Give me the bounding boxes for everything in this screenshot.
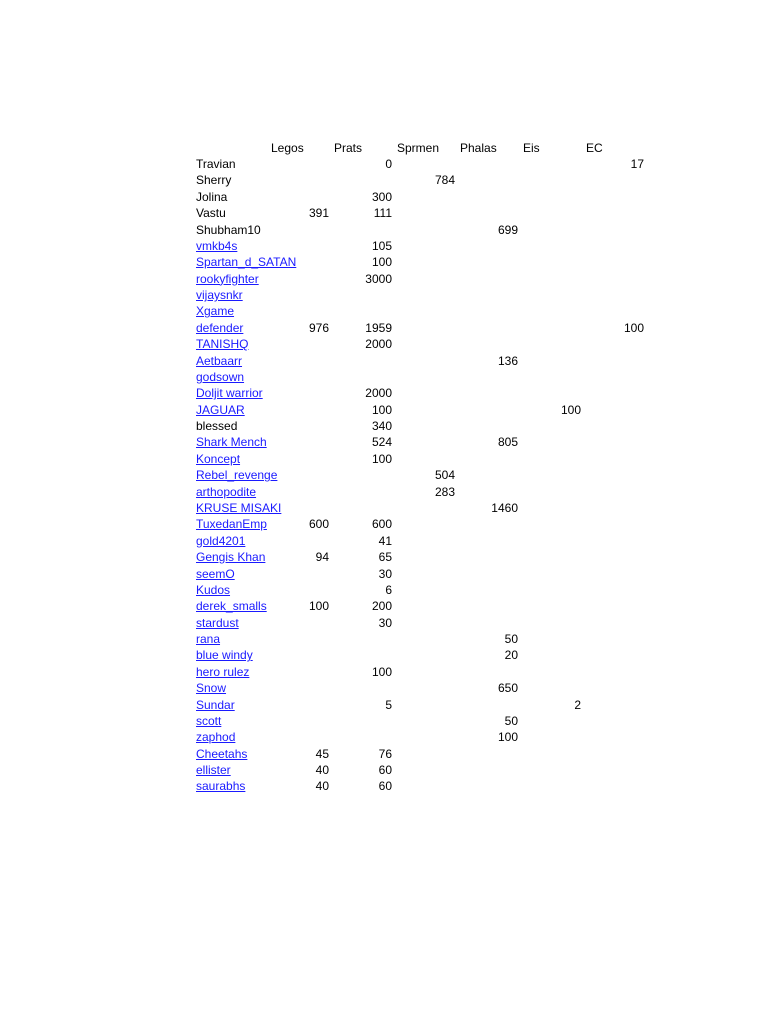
cell-prats: 100 [371, 664, 392, 679]
cell-prats: 41 [378, 533, 392, 548]
cell-eis: 2 [574, 697, 581, 712]
column-header-phalas: Phalas [460, 141, 497, 155]
cell-prats: 100 [371, 402, 392, 417]
table-row [0, 418, 768, 434]
table-row [0, 238, 768, 254]
table-row [0, 172, 768, 188]
cell-legos: 600 [308, 517, 329, 532]
player-name-link[interactable]: Koncept [196, 451, 241, 466]
table-row [0, 516, 768, 532]
player-name-link[interactable]: TANISHQ [196, 337, 249, 352]
player-name-link[interactable]: Shark Mench [196, 435, 267, 450]
table-row [0, 254, 768, 270]
table-row [0, 598, 768, 614]
cell-legos: 94 [315, 550, 329, 565]
player-name-link[interactable]: godsown [196, 369, 245, 384]
player-name-link[interactable]: Aetbaarr [196, 353, 243, 368]
cell-prats: 111 [373, 206, 392, 221]
cell-prats: 100 [371, 255, 392, 270]
cell-legos: 40 [315, 763, 329, 778]
table-row [0, 303, 768, 319]
cell-prats: 1959 [365, 320, 392, 335]
cell-prats: 5 [385, 697, 392, 712]
cell-prats: 2000 [365, 386, 392, 401]
player-name-link[interactable]: JAGUAR [196, 402, 245, 417]
cell-prats: 2000 [365, 337, 392, 352]
player-name-link[interactable]: Snow [196, 681, 227, 696]
player-name-link[interactable]: Kudos [196, 582, 231, 597]
cell-ec: 17 [630, 157, 644, 171]
cell-phalas: 50 [504, 632, 518, 647]
cell-legos: 100 [308, 599, 329, 614]
table-row [0, 434, 768, 450]
player-name-link[interactable]: zaphod [196, 730, 236, 745]
cell-sprmen: 784 [434, 173, 455, 188]
cell-phalas: 100 [497, 730, 518, 745]
player-name-link[interactable]: Gengis Khan [196, 550, 266, 565]
cell-phalas: 650 [497, 681, 518, 696]
cell-sprmen: 283 [434, 484, 455, 499]
cell-prats: 30 [378, 566, 392, 581]
table-row [0, 156, 768, 172]
cell-phalas: 50 [504, 713, 518, 728]
column-header-prats: Prats [334, 141, 363, 155]
player-name-link[interactable]: ellister [196, 763, 231, 778]
cell-prats: 60 [378, 763, 392, 778]
player-name-link[interactable]: gold4201 [196, 533, 246, 548]
player-name-link[interactable]: rookyfighter [196, 271, 259, 286]
table-row [0, 271, 768, 287]
cell-prats: 30 [378, 615, 392, 630]
cell-legos: 391 [308, 206, 329, 221]
table-row [0, 287, 768, 303]
player-name: Sherry [196, 173, 232, 188]
table-row [0, 697, 768, 713]
cell-prats: 60 [378, 779, 392, 794]
player-name-link[interactable]: arthopodite [196, 484, 257, 499]
table-row [0, 713, 768, 729]
table-row [0, 205, 768, 221]
player-name-link[interactable]: blue windy [196, 648, 253, 663]
cell-prats: 3000 [365, 271, 392, 286]
column-header-legos: Legos [271, 141, 304, 155]
cell-prats: 6 [385, 582, 392, 597]
table-row [0, 746, 768, 762]
player-name-link[interactable]: Sundar [196, 697, 235, 712]
cell-prats: 340 [371, 419, 392, 434]
table-row [0, 566, 768, 582]
cell-prats: 524 [371, 435, 392, 450]
cell-prats: 65 [378, 550, 392, 565]
table-row [0, 549, 768, 565]
player-name-link[interactable]: scott [196, 713, 222, 728]
player-name: blessed [196, 419, 238, 434]
table-row [0, 582, 768, 598]
player-name-link[interactable]: derek_smalls [196, 599, 267, 614]
cell-prats: 300 [371, 189, 392, 204]
player-name-link[interactable]: seemO [196, 566, 235, 581]
cell-phalas: 136 [497, 353, 518, 368]
player-name-link[interactable]: Rebel_revenge [196, 468, 278, 483]
player-name-link[interactable]: defender [196, 320, 244, 335]
cell-phalas: 1460 [491, 500, 518, 515]
table-row [0, 451, 768, 467]
table-row [0, 385, 768, 401]
table-row [0, 664, 768, 680]
cell-prats: 200 [371, 599, 392, 614]
player-name-link[interactable]: hero rulez [196, 664, 250, 679]
cell-prats: 76 [378, 746, 392, 761]
player-name: Shubham10 [196, 222, 261, 237]
player-name: Jolina [196, 189, 228, 204]
table-row [0, 778, 768, 794]
column-header-ec: EC [586, 141, 603, 155]
table-row [0, 647, 768, 663]
player-name-link[interactable]: vmkb4s [196, 238, 238, 253]
player-name-link[interactable]: Spartan_d_SATAN [196, 255, 297, 270]
cell-phalas: 699 [497, 222, 518, 237]
table-row [0, 402, 768, 418]
table-row [0, 500, 768, 516]
cell-prats: 100 [371, 451, 392, 466]
player-name-link[interactable]: rana [196, 632, 221, 647]
cell-phalas: 805 [497, 435, 518, 450]
player-name-link[interactable]: Doljit warrior [196, 386, 263, 401]
column-header-sprmen: Sprmen [397, 141, 440, 155]
player-name-link[interactable]: saurabhs [196, 779, 246, 794]
table-row [0, 484, 768, 500]
player-name-link[interactable]: KRUSE MISAKI [196, 500, 282, 515]
table-row [0, 353, 768, 369]
cell-phalas: 20 [504, 648, 518, 663]
cell-legos: 40 [315, 779, 329, 794]
cell-legos: 976 [308, 320, 329, 335]
player-name: Vastu [196, 206, 226, 221]
cell-legos: 45 [315, 746, 329, 761]
player-name-link[interactable]: Xgame [196, 304, 235, 319]
table-row [0, 615, 768, 631]
table-row [0, 729, 768, 745]
cell-prats: 105 [371, 238, 392, 253]
table-row [0, 762, 768, 778]
table-row [0, 222, 768, 238]
table-row [0, 467, 768, 483]
table-row [0, 533, 768, 549]
table-row [0, 680, 768, 696]
cell-prats: 0 [385, 157, 392, 171]
column-header-eis: Eis [523, 141, 540, 155]
player-name: Travian [196, 157, 236, 171]
cell-ec: 100 [623, 320, 644, 335]
cell-prats: 600 [371, 517, 392, 532]
player-name-link[interactable]: Cheetahs [196, 746, 248, 761]
cell-sprmen: 504 [434, 468, 455, 483]
cell-eis: 100 [560, 402, 581, 417]
table-row [0, 369, 768, 385]
player-name-link[interactable]: stardust [196, 615, 239, 630]
player-name-link[interactable]: TuxedanEmp [196, 517, 267, 532]
table-row [0, 336, 768, 352]
table-row [0, 631, 768, 647]
player-name-link[interactable]: vijaysnkr [196, 288, 243, 303]
table-row [0, 189, 768, 205]
table-row [0, 320, 768, 336]
